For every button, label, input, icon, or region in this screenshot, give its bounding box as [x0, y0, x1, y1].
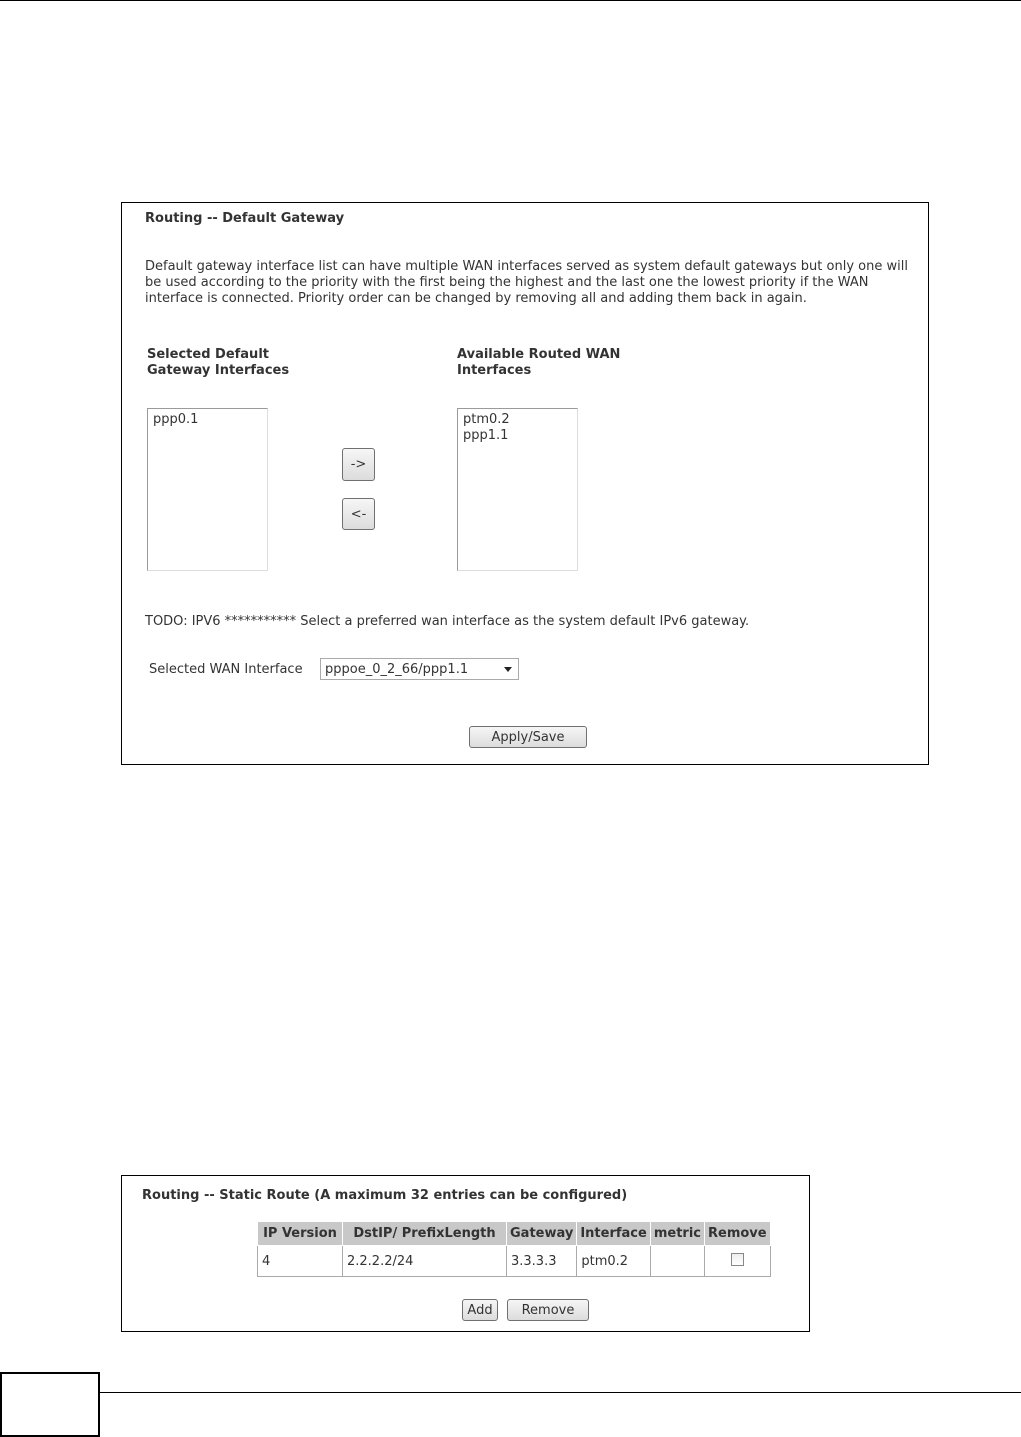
gateway-cell: 3.3.3.3: [507, 1246, 577, 1277]
panel-title: Routing -- Static Route (A maximum 32 entries can be configured): [142, 1188, 628, 1203]
dst-cell: 2.2.2.2/24: [343, 1246, 507, 1277]
wan-interface-label: Selected WAN Interface: [149, 662, 303, 677]
top-rule: [0, 0, 1021, 1]
move-right-button[interactable]: ->: [342, 448, 375, 481]
page-number-box: [0, 1372, 100, 1437]
ipv6-note: TODO: IPV6 *********** Select a preferred wan interface as the system default IPv6 gateway.: [145, 614, 750, 629]
remove-button[interactable]: Remove: [507, 1299, 589, 1321]
selected-gateway-heading: Selected Default Gateway Interfaces: [147, 347, 290, 378]
interface-cell: ptm0.2: [577, 1246, 651, 1277]
static-route-panel: [121, 1175, 810, 1332]
column-header: DstIP/ PrefixLength: [343, 1222, 507, 1246]
ip-version-cell: 4: [258, 1246, 343, 1277]
default-gateway-panel: [121, 202, 929, 765]
gateway-description: Default gateway interface list can have multiple WAN interfaces served as system default gateways but only one will be used according to the priority with the first being the highest and the last one the lowest priority if the WAN interface is connected. Priority order can be changed by removing all and adding them back in again.: [145, 259, 908, 306]
footer-rule: [100, 1392, 1021, 1393]
selected-gateway-list[interactable]: [147, 408, 268, 571]
available-wan-heading: Available Routed WAN Interfaces: [457, 347, 621, 378]
column-header: Interface: [577, 1222, 651, 1246]
column-header: metric: [650, 1222, 704, 1246]
column-header: Remove: [705, 1222, 771, 1246]
remove-cell: [705, 1246, 771, 1277]
wan-interface-value: pppoe_0_2_66/ppp1.1: [325, 661, 469, 677]
remove-checkbox[interactable]: [731, 1253, 744, 1266]
table-header-row: [258, 1222, 771, 1246]
static-route-table: [257, 1221, 771, 1277]
apply-save-button[interactable]: Apply/Save: [469, 726, 587, 748]
add-button[interactable]: Add: [462, 1299, 498, 1321]
column-header: IP Version: [258, 1222, 343, 1246]
metric-cell: [650, 1246, 704, 1277]
list-item[interactable]: ppp1.1: [463, 428, 509, 443]
move-left-button[interactable]: <-: [342, 498, 375, 530]
list-item[interactable]: ptm0.2: [463, 412, 510, 427]
wan-interface-select[interactable]: [320, 658, 519, 680]
panel-title: Routing -- Default Gateway: [145, 211, 345, 226]
list-item[interactable]: ppp0.1: [153, 412, 199, 427]
table-row: [258, 1246, 771, 1277]
available-wan-list[interactable]: [457, 408, 578, 571]
chevron-down-icon: [504, 667, 512, 672]
column-header: Gateway: [507, 1222, 577, 1246]
